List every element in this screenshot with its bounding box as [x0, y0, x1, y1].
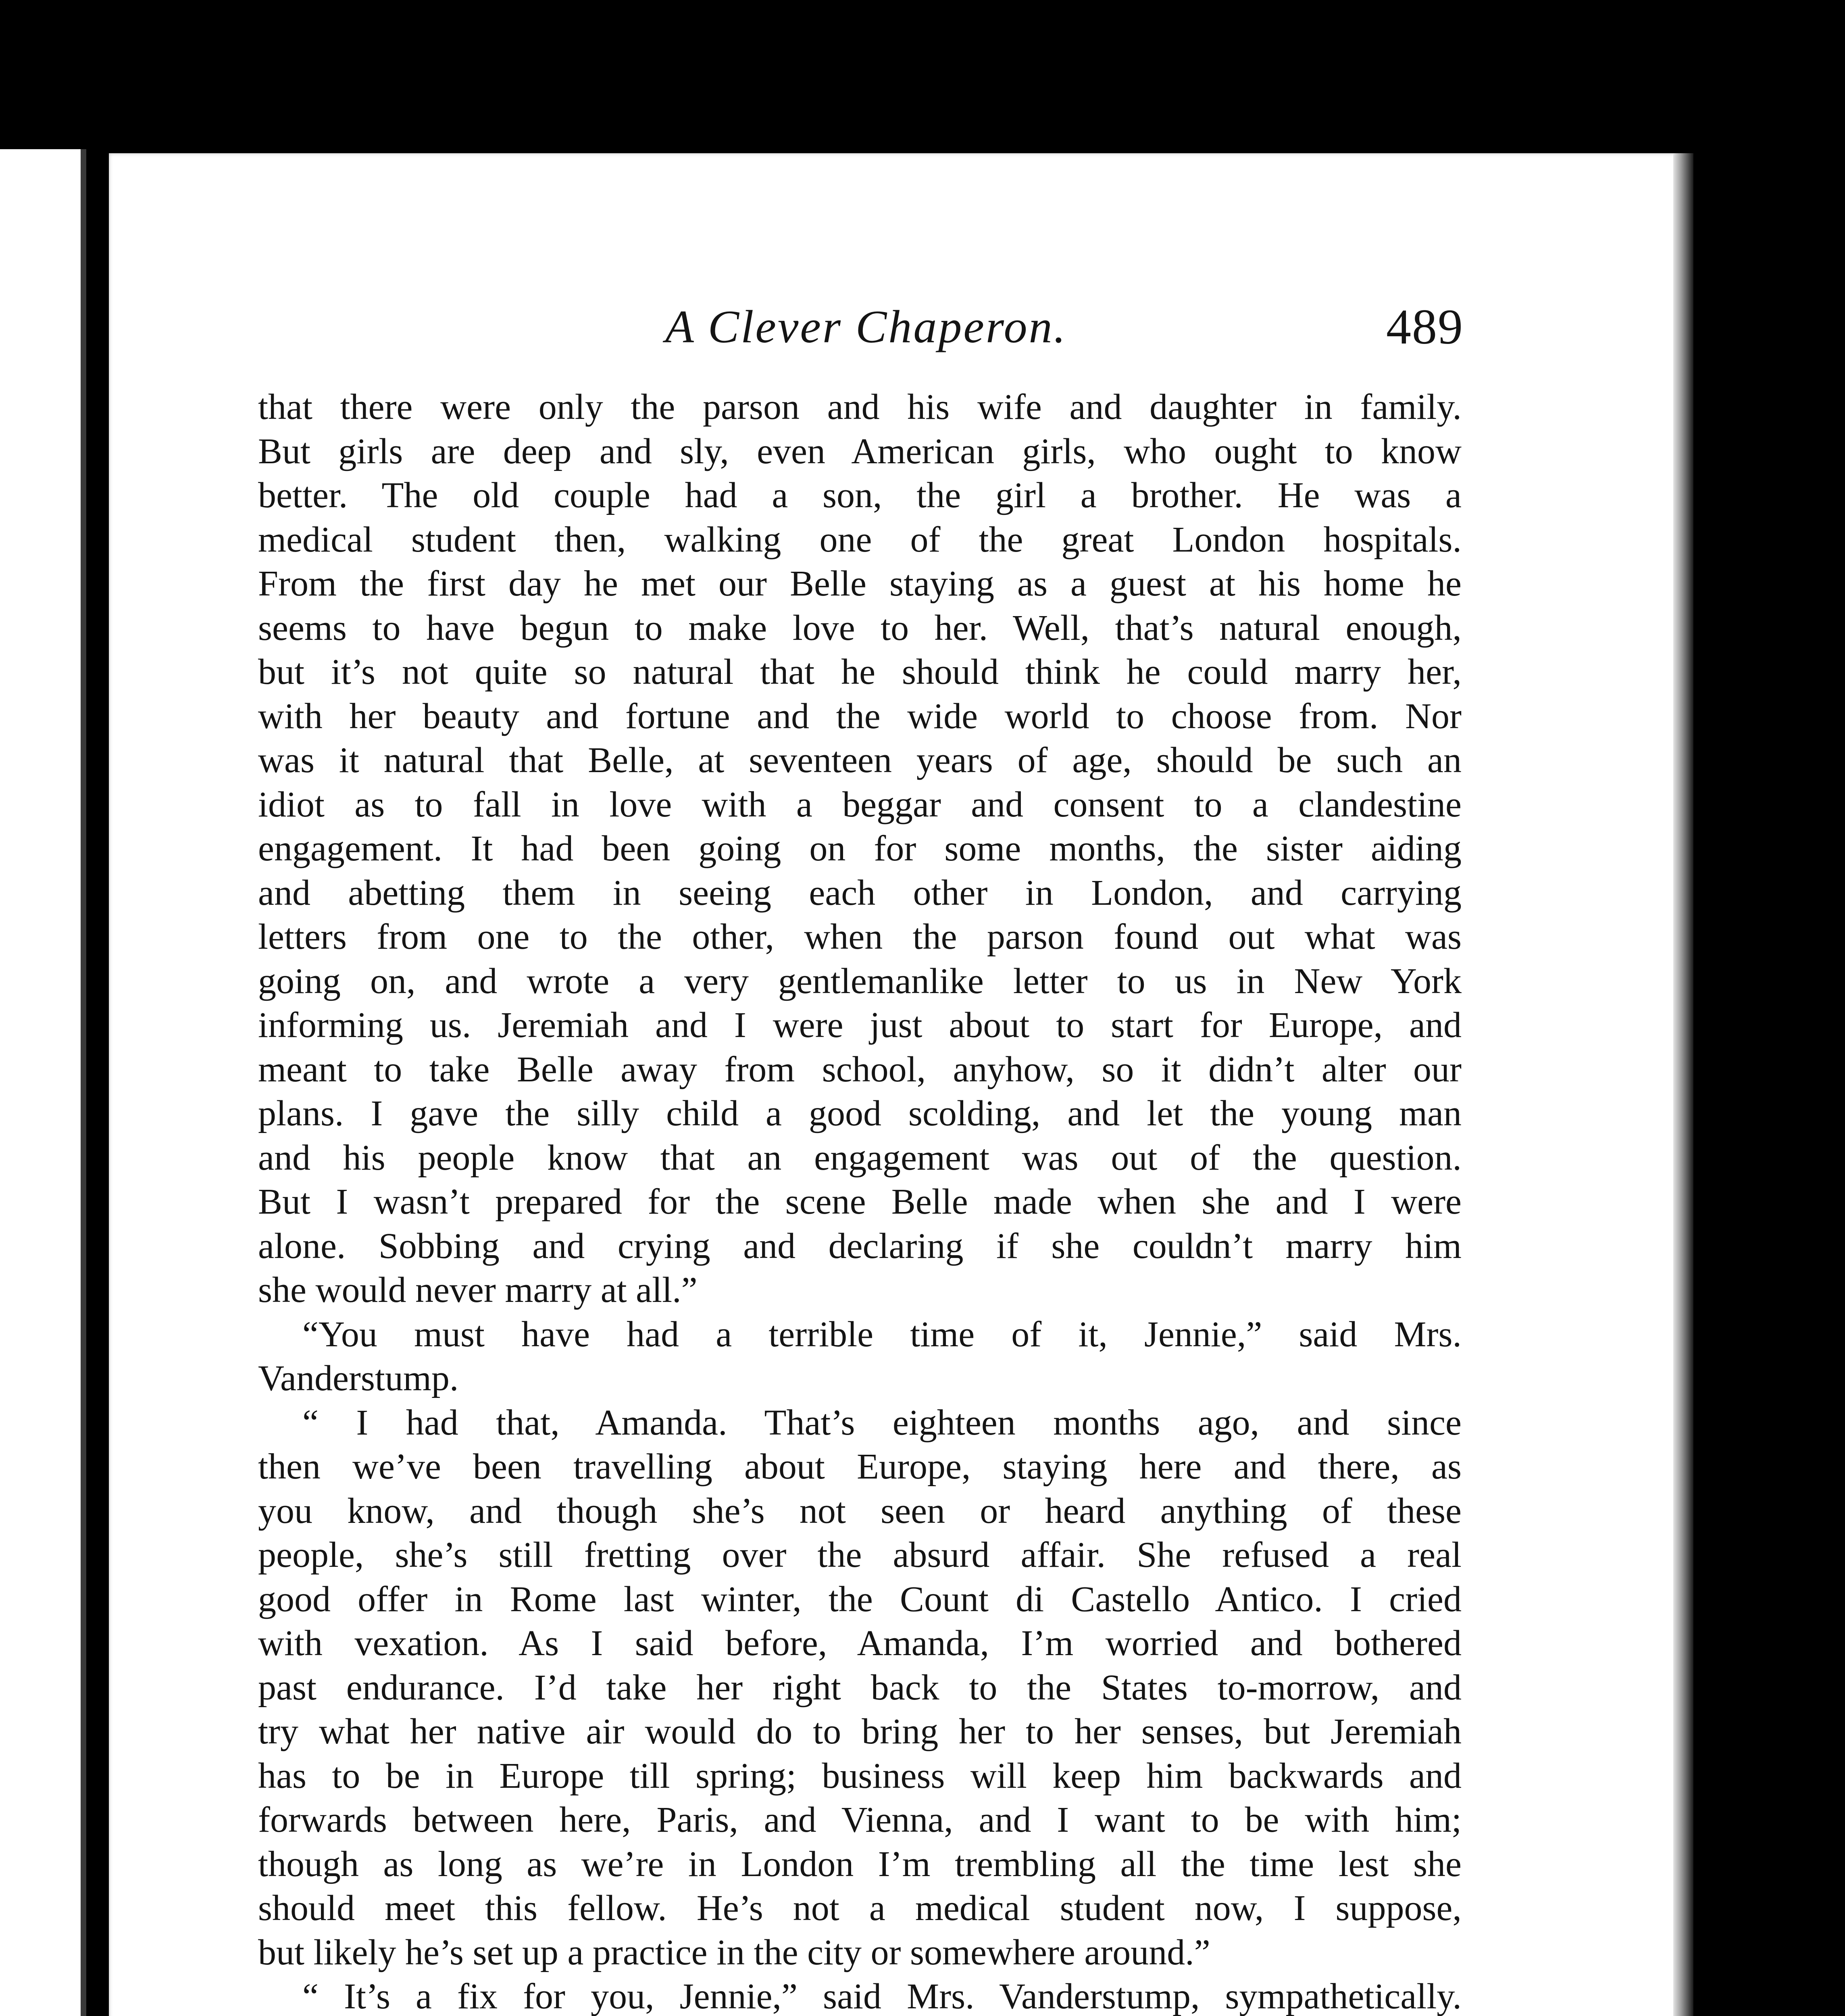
text-line: should meet this fellow. He’s not a medical student now, I suppose,: [258, 1888, 1462, 1928]
text-line: plans. I gave the silly child a good scolding, and let the young man: [258, 1093, 1462, 1133]
text-line: informing us. Jeremiah and I were just about to start for Europe, and: [258, 1005, 1462, 1045]
body-text: [258, 385, 1462, 2016]
text-line: engagement. It had been going on for some months, the sister aiding: [258, 829, 1462, 868]
running-title: A Clever Chaperon.: [665, 301, 1067, 353]
page-number: 489: [1386, 299, 1464, 354]
text-line: with her beauty and fortune and the wide world to choose from. Nor: [258, 696, 1462, 736]
text-line: But girls are deep and sly, even American girls, who ought to know: [258, 431, 1462, 471]
text-line: going on, and wrote a very gentlemanlike letter to us in New York: [258, 961, 1462, 1001]
text-line: past endurance. I’d take her right back to the States to-morrow, and: [258, 1667, 1462, 1708]
text-line: idiot as to fall in love with a beggar and consent to a clandestine: [258, 784, 1462, 825]
page-edge-shadow: [1673, 153, 1693, 2016]
facing-page-edge: [0, 149, 86, 2016]
text-line: But I wasn’t prepared for the scene Belle made when she and I were: [258, 1182, 1462, 1222]
text-line: seems to have begun to make love to her. Well, that’s natural enough,: [258, 608, 1462, 648]
text-line: meant to take Belle away from school, anyhow, so it didn’t alter our: [258, 1049, 1462, 1089]
text-line: but it’s not quite so natural that he should think he could marry her,: [258, 652, 1462, 692]
text-line: good offer in Rome last winter, the Count di Castello Antico. I cried: [258, 1579, 1462, 1619]
paragraph-end-line: Vanderstump.: [258, 1358, 459, 1398]
text-line: you know, and though she’s not seen or heard anything of these: [258, 1491, 1462, 1531]
text-line: alone. Sobbing and crying and declaring if she couldn’t marry him: [258, 1226, 1462, 1266]
text-line: then we’ve been travelling about Europe, staying here and there, as: [258, 1447, 1462, 1487]
paragraph-end-line: she would never marry at all.”: [258, 1270, 698, 1310]
running-head: [552, 300, 1464, 357]
text-line: and abetting them in seeing each other in London, and carrying: [258, 873, 1462, 913]
text-line: has to be in Europe till spring; business will keep him backwards and: [258, 1756, 1462, 1796]
paragraph-first-line: “ I had that, Amanda. That’s eighteen months ago, and since: [302, 1402, 1462, 1443]
text-line: medical student then, walking one of the great London hospitals.: [258, 519, 1462, 560]
text-line: was it natural that Belle, at seventeen years of age, should be such an: [258, 740, 1462, 780]
text-line: letters from one to the other, when the parson found out what was: [258, 917, 1462, 957]
text-line: try what her native air would do to bring her to her senses, but Jeremiah: [258, 1712, 1462, 1752]
text-line: though as long as we’re in London I’m trembling all the time lest she: [258, 1844, 1462, 1884]
paragraph-end-line: but likely he’s set up a practice in the city or somewhere around.”: [258, 1932, 1210, 1972]
text-line: From the first day he met our Belle staying as a guest at his home he: [258, 564, 1462, 604]
text-line: better. The old couple had a son, the girl a brother. He was a: [258, 475, 1462, 515]
text-line: with vexation. As I said before, Amanda, I’m worried and bothered: [258, 1623, 1462, 1663]
text-line: people, she’s still fretting over the absurd affair. She refused a real: [258, 1535, 1462, 1575]
paragraph-first-line: “You must have had a terrible time of it, Jennie,” said Mrs.: [302, 1314, 1462, 1354]
text-line: and his people know that an engagement was out of the question.: [258, 1137, 1462, 1178]
paragraph-first-line: “ It’s a fix for you, Jennie,” said Mrs. Vanderstump, sympathetically.: [302, 1976, 1462, 2016]
text-line: forwards between here, Paris, and Vienna, and I want to be with him;: [258, 1800, 1462, 1840]
text-line: that there were only the parson and his wife and daughter in family.: [258, 387, 1462, 427]
